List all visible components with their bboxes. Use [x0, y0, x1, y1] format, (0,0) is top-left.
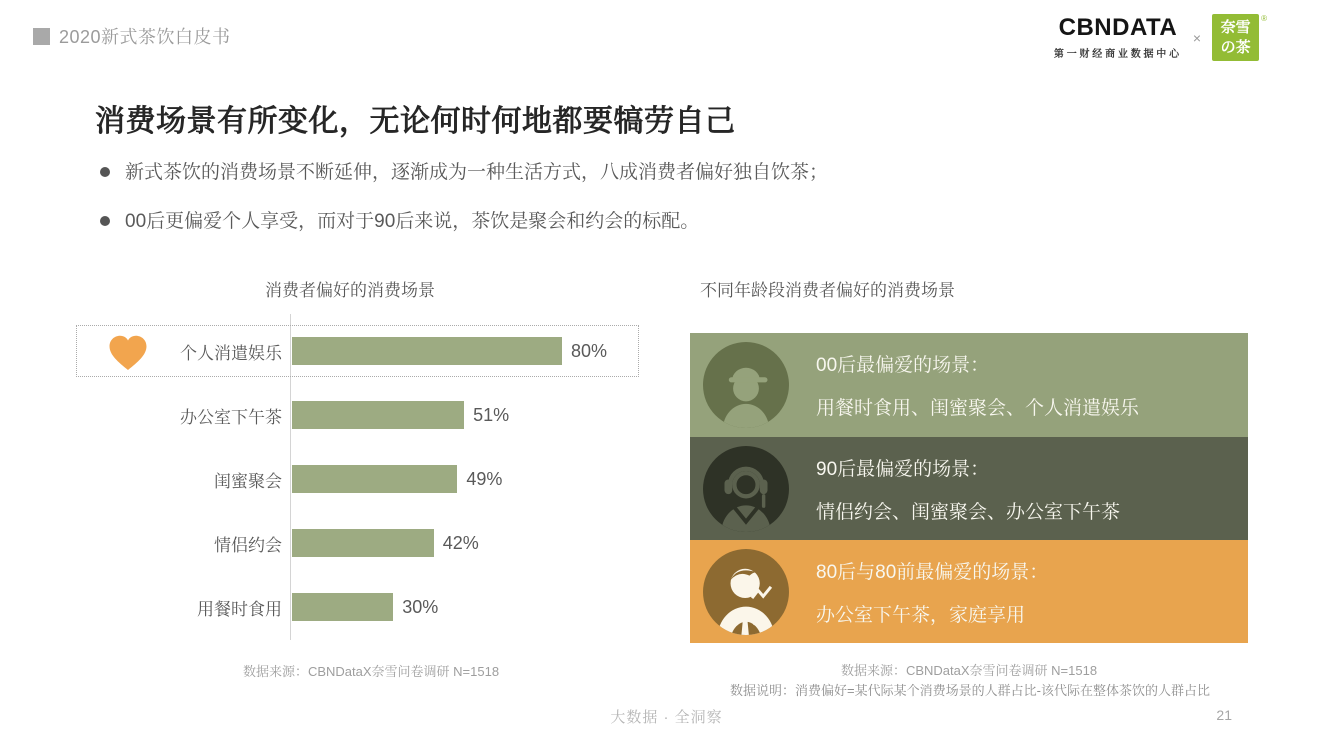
bar-label: 情侣约会 — [214, 535, 282, 555]
age-band-text — [816, 557, 1048, 627]
bullet-dot — [100, 167, 110, 177]
bar-value: 30% — [402, 596, 439, 617]
bullet-text: 00后更偏爱个人享受，而对于90后来说，茶饮是聚会和约会的标配。 — [125, 210, 700, 232]
doc-title — [33, 23, 231, 49]
age-panel-source-note: 数据来源：CBNDataX奈雪问卷调研 N=1518 — [840, 663, 1098, 678]
age-band-scenes: 办公室下午茶，家庭享用 — [816, 604, 1026, 626]
age-band-heading: 80后与80前最偏爱的场景： — [816, 561, 1049, 583]
bar-label: 闺蜜聚会 — [214, 471, 282, 491]
naixue-logo-line2: の茶 — [1220, 38, 1251, 56]
naixue-logo-line1: 奈雪 — [1220, 19, 1251, 36]
highlight-box — [76, 325, 639, 377]
brand-logos — [1054, 14, 1267, 61]
chart-row — [0, 575, 690, 639]
age-band-text — [816, 350, 1139, 420]
page-number: 21 — [1216, 707, 1232, 723]
bullet-text: 新式茶饮的消费场景不断延伸，逐渐成为一种生活方式，八成消费者偏好独自饮茶； — [125, 162, 829, 183]
cbndata-tagline: 第一财经商业数据中心 — [1053, 48, 1182, 60]
businessman-avatar-icon — [703, 549, 789, 635]
headphones-avatar-icon — [703, 446, 789, 532]
age-band-heading: 90后最偏爱的场景： — [816, 458, 990, 480]
chart-row — [0, 383, 690, 447]
bar-label: 个人消遣娱乐 — [180, 343, 282, 363]
age-band-scenes: 用餐时食用、闺蜜聚会、个人消遣娱乐 — [816, 398, 1140, 419]
bullet-list — [100, 160, 828, 257]
bar-value: 42% — [442, 532, 479, 553]
cbndata-logo — [1053, 13, 1182, 60]
footer-tagline: 大数据 · 全洞察 — [610, 709, 723, 726]
cbndata-wordmark: CBNDATA — [1058, 13, 1178, 41]
bar-label: 办公室下午茶 — [180, 407, 282, 427]
age-band-1 — [690, 333, 1248, 437]
age-panel-data-note: 数据说明：消费偏好=某代际某个消费场景的人群占比-该代际在整体茶饮的人群占比 — [730, 683, 1210, 698]
bar-value: 51% — [473, 404, 510, 425]
bullet-item-1 — [100, 160, 828, 186]
bar — [292, 593, 393, 621]
chart-row — [0, 447, 690, 511]
chart-title: 消费者偏好的消费场景 — [265, 281, 435, 300]
age-band-3 — [690, 540, 1248, 643]
bullet-item-2 — [100, 209, 828, 235]
age-panel-title: 不同年龄段消费者偏好的消费场景 — [700, 281, 955, 300]
age-band-heading: 00后最偏爱的场景： — [816, 355, 990, 376]
naixue-logo — [1212, 14, 1259, 61]
bullet-dot — [100, 216, 110, 226]
registered-mark: ® — [1261, 14, 1267, 23]
doc-title-bullet-square — [33, 28, 50, 45]
chart-row — [0, 511, 690, 575]
page-title: 消费场景有所变化，无论何时何地都要犒劳自己 — [95, 105, 736, 138]
bar — [292, 401, 464, 429]
heart-icon — [106, 332, 150, 372]
logo-separator: × — [1192, 29, 1202, 46]
bar — [292, 465, 457, 493]
bar — [292, 529, 434, 557]
age-bands — [690, 333, 1248, 643]
age-band-scenes: 情侣约会、闺蜜聚会、办公室下午茶 — [816, 501, 1121, 523]
age-band-text — [816, 454, 1120, 524]
bar-label: 用餐时食用 — [197, 599, 282, 619]
chart-source-note: 数据来源：CBNDataX奈雪问卷调研 N=1518 — [242, 664, 500, 679]
bar-value: 80% — [571, 340, 608, 361]
doc-title-text: 2020新式茶饮白皮书 — [59, 27, 231, 47]
age-band-2 — [690, 437, 1248, 540]
bar-value: 49% — [466, 468, 503, 489]
teen-cap-avatar-icon — [703, 342, 789, 428]
